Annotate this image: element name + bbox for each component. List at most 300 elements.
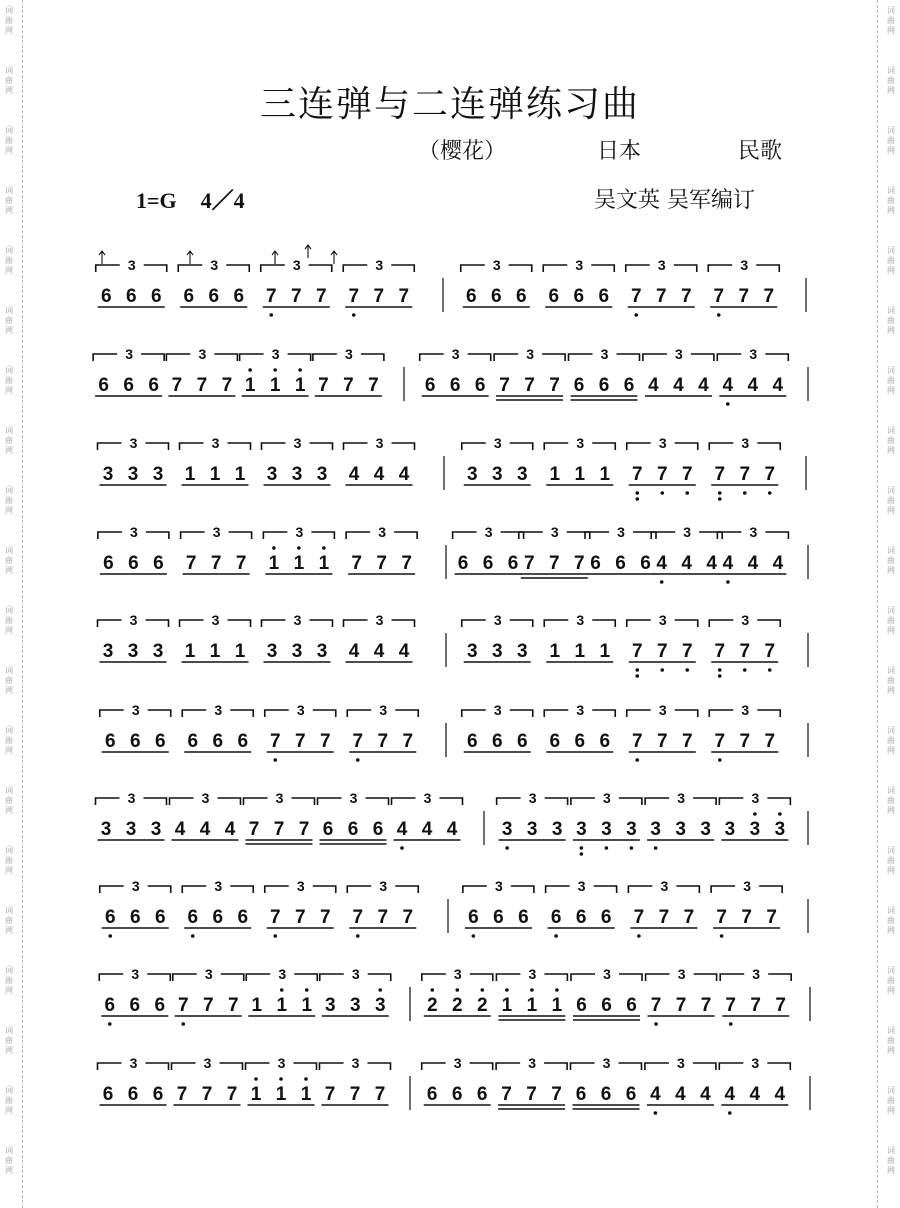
triplet-group [717, 524, 788, 584]
up-arrow-icon [272, 251, 278, 264]
note-digit: 7 [273, 819, 285, 840]
tuplet-number: 3 [211, 435, 220, 451]
note-digit: 7 [739, 731, 751, 752]
low-octave-dot [605, 846, 609, 850]
note-digit: 4 [174, 819, 186, 840]
note-digit: 7 [374, 1084, 386, 1105]
tuplet-number: 3 [375, 612, 384, 628]
watermark-text: 词 曲 网 [5, 366, 13, 395]
note-digit: 4 [348, 464, 360, 485]
note-digit: 6 [123, 375, 134, 396]
triplet-group [571, 1055, 642, 1109]
triplet-group [347, 702, 418, 762]
triplet-group [99, 966, 170, 1026]
tuplet-number: 3 [494, 878, 503, 894]
low-octave-dot [356, 934, 360, 938]
tuplet-number: 3 [493, 702, 502, 718]
note-digit: 4 [650, 1084, 661, 1105]
note-digit: 1 [244, 375, 256, 396]
note-digit: 3 [291, 464, 303, 485]
note-digit: 7 [351, 553, 362, 574]
tuplet-number: 3 [484, 524, 493, 540]
tuplet-number: 3 [129, 1055, 138, 1071]
triplet-group [627, 435, 698, 501]
note-digit: 4 [747, 553, 759, 574]
tuplet-number: 3 [296, 702, 305, 718]
note-digit: 3 [102, 641, 114, 662]
low-octave-dot [635, 491, 639, 495]
note-digit: 6 [476, 1084, 488, 1105]
note-digit: 6 [347, 819, 359, 840]
note-digit: 6 [474, 375, 486, 396]
watermark-text: 词 曲 网 [5, 1146, 13, 1175]
high-octave-dot [305, 988, 309, 992]
triplet-group [628, 878, 699, 938]
up-arrow-icon [331, 251, 337, 264]
low-octave-dot [356, 758, 360, 762]
note-digit: 1 [251, 995, 263, 1016]
triplet-group [711, 878, 782, 938]
triplet-group [646, 966, 717, 1026]
tuplet-number: 3 [127, 790, 136, 806]
watermark-text: 词 曲 网 [887, 366, 895, 395]
note-digit: 6 [129, 907, 141, 928]
tuplet-number: 3 [451, 346, 460, 362]
note-digit: 6 [574, 731, 586, 752]
note-digit: 6 [424, 375, 436, 396]
low-octave-dot [660, 580, 664, 584]
watermark-text: 词 曲 网 [887, 6, 895, 35]
note-digit: 3 [650, 819, 661, 840]
note-digit: 1 [234, 641, 246, 662]
note-digit: 3 [125, 819, 137, 840]
low-octave-dot [654, 846, 658, 850]
triplet-group [344, 435, 415, 485]
note-digit: 7 [315, 286, 327, 307]
note-digit: 7 [319, 731, 331, 752]
note-digit: 6 [507, 553, 519, 574]
watermark-text: 词 曲 网 [5, 126, 13, 155]
tuplet-number: 3 [125, 346, 134, 362]
tuplet-number: 3 [129, 435, 138, 451]
note-digit: 4 [749, 1084, 761, 1105]
tuplet-number: 3 [741, 612, 750, 628]
watermark-text: 词 曲 网 [5, 186, 13, 215]
note-digit: 1 [599, 464, 611, 485]
watermark-text: 词 曲 网 [5, 906, 13, 935]
triplet-group [173, 966, 244, 1026]
triplet-group [98, 1055, 169, 1105]
note-digit: 6 [237, 731, 249, 752]
note-digit: 6 [187, 731, 199, 752]
note-digit: 4 [373, 641, 385, 662]
page-title: 三连弹与二连弹练习曲 [259, 84, 640, 125]
tuplet-number: 3 [749, 524, 758, 540]
note-digit: 3 [152, 464, 164, 485]
note-digit: 6 [623, 375, 635, 396]
note-digit: 6 [590, 553, 601, 574]
low-octave-dot [273, 934, 277, 938]
note-digit: 6 [600, 907, 612, 928]
high-octave-dot [298, 368, 302, 372]
tuplet-number: 3 [210, 257, 219, 273]
note-digit: 7 [524, 375, 535, 396]
high-octave-dot [322, 546, 326, 550]
triplet-group [93, 346, 164, 396]
note-digit: 4 [199, 819, 211, 840]
tuplet-number: 3 [129, 524, 138, 540]
note-digit: 7 [714, 464, 726, 485]
low-octave-dot [181, 1022, 185, 1026]
low-octave-dot [685, 668, 689, 672]
watermark-text: 词 曲 网 [5, 726, 13, 755]
tuplet-number: 3 [741, 702, 750, 718]
note-digit: 7 [499, 375, 510, 396]
tuplet-number: 3 [271, 346, 280, 362]
note-digit: 7 [402, 907, 414, 928]
note-digit: 6 [599, 731, 611, 752]
note-digit: 6 [573, 286, 585, 307]
note-digit: 7 [650, 995, 662, 1016]
watermark-text: 词 曲 网 [887, 726, 895, 755]
note-digit: 7 [764, 731, 776, 752]
note-digit: 7 [739, 464, 751, 485]
tuplet-number: 3 [129, 612, 138, 628]
note-digit: 7 [675, 995, 687, 1016]
triplet-group [544, 702, 615, 752]
note-digit: 6 [154, 731, 166, 752]
triplet-group [261, 257, 332, 317]
note-digit: 7 [376, 553, 387, 574]
tuplet-number: 3 [602, 1055, 611, 1071]
note-digit: 6 [129, 731, 141, 752]
triplet-group [178, 257, 249, 307]
tuplet-number: 3 [379, 878, 388, 894]
watermark-text: 词 曲 网 [887, 186, 895, 215]
triplet-group [98, 612, 169, 662]
note-digit: 7 [551, 1084, 562, 1105]
note-digit: 6 [154, 995, 166, 1016]
tuplet-number: 3 [214, 878, 223, 894]
note-digit: 1 [574, 464, 586, 485]
triplet-group [627, 702, 698, 762]
note-digit: 7 [373, 286, 385, 307]
note-digit: 7 [377, 731, 389, 752]
note-digit: 7 [656, 641, 668, 662]
tuplet-number: 3 [658, 612, 667, 628]
triplet-group [544, 435, 615, 485]
triplet-group [98, 524, 169, 574]
note-digit: 3 [675, 819, 686, 840]
tuplet-number: 3 [658, 702, 667, 718]
triplet-group [462, 702, 533, 752]
note-digit: 3 [526, 819, 538, 840]
arranger: 吴文英 吴军编订 [594, 188, 755, 213]
note-digit: 6 [237, 907, 249, 928]
note-digit: 7 [633, 907, 645, 928]
high-octave-dot [505, 988, 509, 992]
note-digit: 6 [183, 286, 195, 307]
note-digit: 1 [250, 1084, 262, 1105]
note-digit: 7 [196, 375, 208, 396]
triplet-group [170, 790, 241, 840]
note-digit: 6 [549, 731, 561, 752]
note-digit: 4 [224, 819, 236, 840]
note-digit: 7 [738, 286, 750, 307]
low-octave-dot [743, 491, 747, 495]
tuplet-number: 3 [493, 435, 502, 451]
tuplet-number: 3 [658, 435, 667, 451]
triplet-group [626, 257, 697, 317]
note-digit: 7 [714, 731, 726, 752]
note-digit: 7 [656, 464, 668, 485]
triplet-group [172, 1055, 243, 1105]
tuplet-number: 3 [528, 1055, 536, 1071]
triplet-group [182, 878, 253, 938]
watermark-text: 词 曲 网 [887, 246, 895, 275]
triplet-group [346, 524, 417, 574]
triplet-group [240, 346, 311, 396]
tuplet-number: 3 [198, 346, 207, 362]
note-digit: 7 [290, 286, 302, 307]
high-octave-dot [753, 812, 757, 816]
watermark-text: 词 曲 网 [5, 546, 13, 575]
note-digit: 7 [352, 907, 364, 928]
note-digit: 6 [548, 286, 560, 307]
high-octave-dot [280, 988, 284, 992]
triplet-group [720, 966, 791, 1026]
note-digit: 4 [398, 464, 410, 485]
triplet-group [320, 966, 391, 1016]
note-digit: 7 [549, 375, 560, 396]
high-octave-dot [378, 988, 382, 992]
note-digit: 1 [184, 464, 196, 485]
note-digit: 7 [739, 641, 751, 662]
note-digit: 2 [477, 995, 488, 1016]
tuplet-number: 3 [131, 878, 140, 894]
triplet-group [262, 612, 333, 662]
low-octave-dot [717, 313, 721, 317]
watermark-text: 词 曲 网 [5, 486, 13, 515]
tuplet-number: 3 [351, 1055, 360, 1071]
triplet-group [262, 435, 333, 485]
note-digit: 7 [318, 375, 329, 396]
low-octave-dot [580, 846, 584, 850]
tuplet-number: 3 [453, 1055, 462, 1071]
watermark-text: 词 曲 网 [887, 966, 895, 995]
triplet-group [719, 1055, 790, 1115]
watermark-text: 词 曲 网 [887, 426, 895, 455]
low-octave-dot [718, 497, 722, 501]
low-octave-dot [718, 758, 722, 762]
triplet-group [182, 702, 253, 752]
note-digit: 4 [656, 553, 667, 574]
note-digit: 7 [775, 995, 786, 1016]
note-digit: 7 [227, 995, 239, 1016]
high-octave-dot [297, 546, 301, 550]
low-octave-dot [718, 491, 722, 495]
note-digit: 7 [269, 731, 281, 752]
triplet-group [494, 346, 565, 400]
low-octave-dot [108, 1022, 112, 1026]
note-digit: 6 [626, 995, 637, 1016]
note-digit: 7 [201, 1084, 213, 1105]
triplet-group [571, 790, 642, 856]
low-octave-dot [400, 846, 404, 850]
note-digit: 1 [318, 553, 330, 574]
note-digit: 6 [550, 907, 562, 928]
watermark-text: 词 曲 网 [887, 306, 895, 335]
note-digit: 1 [501, 995, 513, 1016]
note-digit: 7 [368, 375, 379, 396]
high-octave-dot [272, 546, 276, 550]
note-digit: 4 [700, 1084, 711, 1105]
watermark-text: 词 曲 网 [5, 1086, 13, 1115]
note-digit: 3 [266, 641, 278, 662]
note-digit: 6 [129, 995, 141, 1016]
low-octave-dot [269, 313, 273, 317]
note-digit: 1 [209, 464, 221, 485]
note-digit: 7 [681, 731, 693, 752]
tuplet-number: 3 [204, 966, 213, 982]
triplet-group [645, 790, 716, 850]
up-arrow-icon [187, 251, 193, 264]
note-digit: 6 [640, 553, 651, 574]
note-digit: 7 [526, 1084, 537, 1105]
note-digit: 3 [700, 819, 711, 840]
note-digit: 7 [177, 995, 189, 1016]
low-octave-dot [720, 934, 724, 938]
note-digit: 6 [233, 286, 245, 307]
low-octave-dot [768, 491, 772, 495]
note-digit: 1 [234, 464, 246, 485]
tuplet-number: 3 [211, 612, 220, 628]
note-digit: 3 [466, 641, 478, 662]
note-digit: 6 [153, 553, 164, 574]
note-digit: 4 [772, 375, 784, 396]
note-digit: 4 [348, 641, 360, 662]
triplet-group [422, 966, 493, 1016]
note-digit: 7 [764, 464, 776, 485]
note-digit: 3 [491, 464, 503, 485]
note-digit: 6 [466, 731, 478, 752]
note-digit: 7 [630, 286, 642, 307]
watermark-text: 词 曲 网 [887, 1026, 895, 1055]
note-digit: 6 [104, 995, 116, 1016]
note-digit: 3 [516, 464, 528, 485]
low-octave-dot [635, 674, 639, 678]
tuplet-number: 3 [657, 257, 666, 273]
high-octave-dot [778, 812, 782, 816]
note-digit: 7 [713, 286, 725, 307]
tuplet-number: 3 [602, 790, 611, 806]
low-octave-dot [635, 758, 639, 762]
note-digit: 7 [398, 286, 410, 307]
note-digit: 7 [343, 375, 354, 396]
note-digit: 7 [716, 907, 727, 928]
triplet-group [543, 257, 614, 307]
note-digit: 7 [766, 907, 777, 928]
note-digit: 4 [722, 553, 734, 574]
triplet-group [347, 878, 418, 938]
note-digit: 7 [352, 731, 364, 752]
note-digit: 7 [401, 553, 412, 574]
note-digit: 1 [526, 995, 538, 1016]
triplet-group [343, 257, 414, 317]
tuplet-number: 3 [677, 966, 686, 982]
note-digit: 3 [349, 995, 361, 1016]
note-digit: 6 [98, 375, 109, 396]
low-octave-dot [726, 580, 730, 584]
tuplet-number: 3 [493, 612, 502, 628]
note-digit: 7 [750, 995, 761, 1016]
triplet-group [651, 524, 722, 584]
note-digit: 7 [202, 995, 214, 1016]
watermark-text: 词 曲 网 [5, 846, 13, 875]
note-digit: 3 [127, 464, 139, 485]
watermark-text: 词 曲 网 [5, 966, 13, 995]
low-octave-dot [660, 668, 664, 672]
note-digit: 6 [573, 375, 585, 396]
note-digit: 4 [698, 375, 709, 396]
time-signature: 4／4 [200, 188, 245, 213]
subtitle: （樱花） [418, 139, 507, 164]
note-digit: 7 [269, 907, 281, 928]
genre: 民歌 [738, 139, 783, 164]
note-digit: 7 [501, 1084, 512, 1105]
note-digit: 6 [102, 1084, 114, 1105]
watermark-text: 词 曲 网 [887, 786, 895, 815]
tuplet-number: 3 [526, 346, 534, 362]
tuplet-number: 3 [675, 346, 683, 362]
low-octave-dot [630, 846, 634, 850]
note-digit: 6 [516, 731, 528, 752]
triplet-group [181, 524, 252, 574]
note-digit: 6 [150, 286, 162, 307]
note-digit: 6 [457, 553, 469, 574]
note-digit: 4 [373, 464, 385, 485]
triplet-group [569, 346, 640, 400]
note-digit: 4 [398, 641, 410, 662]
triplet-group [709, 612, 780, 678]
triplet-group [320, 1055, 391, 1105]
high-octave-dot [456, 988, 460, 992]
low-octave-dot [637, 934, 641, 938]
note-digit: 6 [103, 553, 114, 574]
note-digit: 6 [625, 1084, 637, 1105]
low-octave-dot [729, 1022, 733, 1026]
tuplet-number: 3 [603, 966, 611, 982]
triplet-group [180, 612, 251, 662]
watermark-text: 词 曲 网 [5, 1026, 13, 1055]
note-digit: 1 [549, 641, 561, 662]
note-digit: 6 [100, 286, 112, 307]
tuplet-number: 3 [752, 966, 761, 982]
tuplet-number: 3 [375, 257, 384, 273]
watermark-text: 词 曲 网 [5, 666, 13, 695]
tuplet-number: 3 [617, 524, 625, 540]
tuplet-number: 3 [749, 346, 758, 362]
note-digit: 7 [298, 819, 310, 840]
low-octave-dot [505, 846, 509, 850]
note-digit: 7 [294, 731, 306, 752]
low-octave-dot [728, 1111, 732, 1115]
note-digit: 6 [208, 286, 220, 307]
triplet-group [585, 524, 656, 574]
note-digit: 6 [451, 1084, 463, 1105]
note-digit: 1 [300, 1084, 312, 1105]
triplet-group [645, 1055, 716, 1115]
